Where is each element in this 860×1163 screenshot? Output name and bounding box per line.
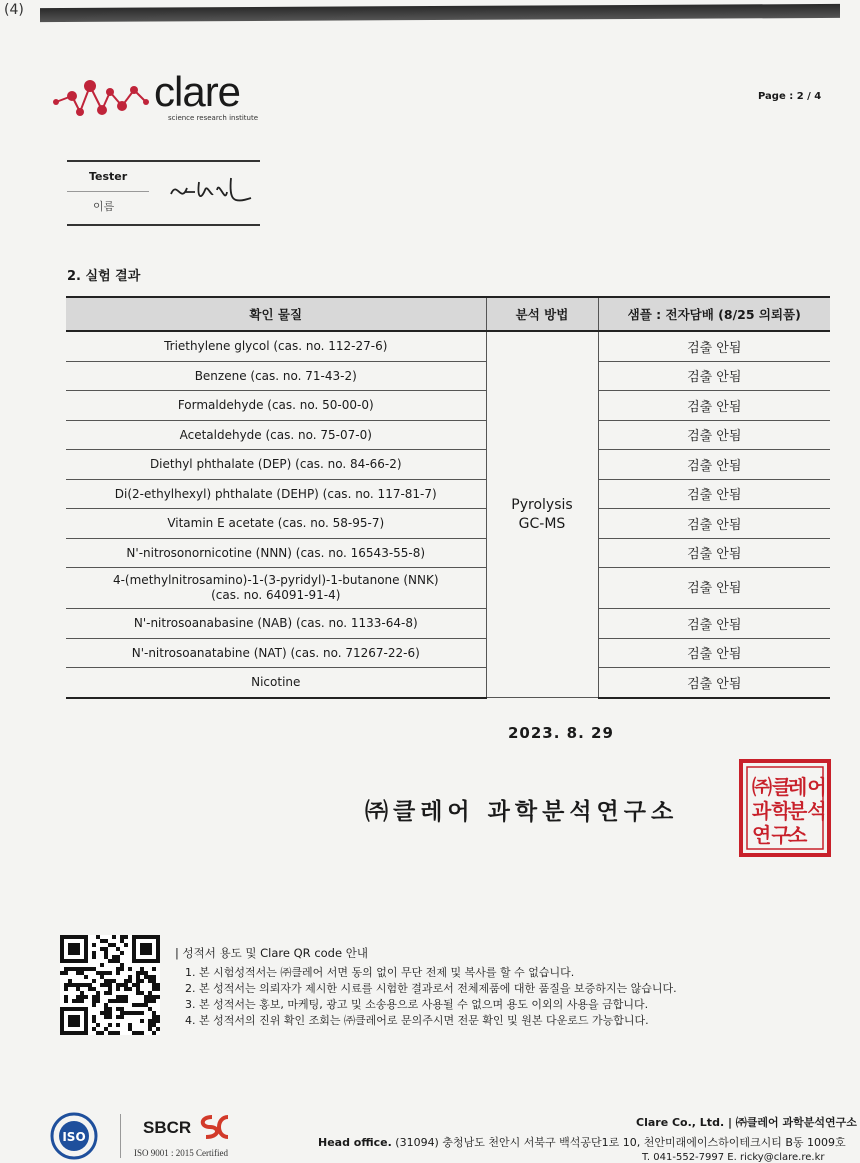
seal-char: 레어: [788, 775, 827, 799]
substance-cell: Acetaldehyde (cas. no. 75-07-0): [66, 420, 486, 450]
results-table: [66, 296, 830, 699]
table-row: [66, 638, 830, 668]
substance-cell: Vitamin E acetate (cas. no. 58-95-7): [66, 509, 486, 539]
table-row: [66, 391, 830, 421]
iso-label: ISO: [62, 1130, 86, 1144]
method-line: GC-MS: [518, 515, 566, 532]
address-text: (31094) 충청남도 천안시 서북구 백석공단1로 10, 천안미래에이스하이테크시티 B동 1009호: [391, 1136, 846, 1149]
sbcr-label: SBCR: [143, 1118, 192, 1137]
logo-wordmark: clare: [154, 68, 241, 115]
handwritten-page-mark: (4): [4, 2, 24, 18]
table-row: [66, 331, 830, 361]
iso-cert-text: ISO 9001 : 2015 Certified: [134, 1148, 228, 1158]
result-cell: 검출 안됨: [598, 420, 830, 450]
page-top-edge: [40, 4, 840, 22]
notice-item: 3. 본 성적서는 홍보, 마케팅, 광고 및 소송용으로 사용될 수 없으며 용도 이외의 사용을 금합니다.: [185, 998, 649, 1011]
company-seal: [738, 758, 832, 858]
header-substance: 확인 물질: [66, 297, 486, 331]
result-cell: 검출 안됨: [598, 391, 830, 421]
footer-address: [318, 1134, 846, 1150]
seal-char: 연구: [752, 823, 791, 847]
result-cell: 검출 안됨: [598, 450, 830, 480]
report-date: 2023. 8. 29: [508, 724, 614, 742]
address-label: Head office.: [318, 1136, 392, 1149]
clare-logo: [50, 68, 270, 124]
tester-label: Tester: [89, 170, 128, 183]
result-cell: 검출 안됨: [598, 331, 830, 361]
seal-char: ㈜클: [752, 775, 792, 799]
header-sample: 샘플 : 전자담배 (8/25 의뢰품): [598, 297, 830, 331]
substance-line: 4-(methylnitrosamino)-1-(3-pyridyl)-1-butanone (NNK): [112, 573, 439, 587]
substance-cell: Nicotine: [66, 668, 486, 698]
footer-company: Clare Co., Ltd. | ㈜클레어 과학분석연구소: [636, 1116, 857, 1129]
table-row: [66, 450, 830, 480]
substance-cell: N'-nitrosoanabasine (NAB) (cas. no. 1133-64-8): [66, 609, 486, 639]
table-row: [66, 420, 830, 450]
result-cell: 검출 안됨: [598, 479, 830, 509]
footer-divider: [120, 1114, 121, 1158]
result-cell: 검출 안됨: [598, 538, 830, 568]
substance-cell: N'-nitrosoanatabine (NAT) (cas. no. 71267-22-6): [66, 638, 486, 668]
notice-item: 1. 본 시험성적서는 ㈜클레어 서면 동의 없이 무단 전제 및 복사를 할 수 없습니다.: [185, 966, 575, 979]
seal-char: 소: [788, 823, 808, 847]
substance-cell: Benzene (cas. no. 71-43-2): [66, 361, 486, 391]
result-cell: 검출 안됨: [598, 509, 830, 539]
substance-cell: [66, 568, 486, 609]
table-header-row: [66, 297, 830, 331]
substance-cell: N'-nitrosonornicotine (NNN) (cas. no. 16543-55-8): [66, 538, 486, 568]
table-row: [66, 479, 830, 509]
tester-divider: [67, 191, 149, 192]
substance-line: (cas. no. 64091-91-4): [211, 588, 341, 602]
sbcr-mark-icon: [198, 1113, 232, 1141]
footer-contact: T. 041-552-7997 E. ricky@clare.re.kr: [642, 1152, 825, 1163]
iso-badge-icon: [46, 1110, 102, 1161]
page-indicator: Page : 2 / 4: [758, 91, 822, 102]
substance-cell: Triethylene glycol (cas. no. 112-27-6): [66, 331, 486, 361]
result-cell: 검출 안됨: [598, 668, 830, 698]
result-cell: 검출 안됨: [598, 361, 830, 391]
substance-cell: Di(2-ethylhexyl) phthalate (DEHP) (cas. no. 117-81-7): [66, 479, 486, 509]
method-line: Pyrolysis: [511, 496, 573, 513]
qr-code[interactable]: [57, 935, 163, 1035]
table-row: [66, 509, 830, 539]
result-cell: 검출 안됨: [598, 638, 830, 668]
seal-char: 과학: [752, 799, 791, 823]
method-cell: [486, 331, 598, 698]
substance-cell: Diethyl phthalate (DEP) (cas. no. 84-66-2): [66, 450, 486, 480]
notice-item: 2. 본 성적서는 의뢰자가 제시한 시료를 시험한 결과로서 전체제품에 대한 품질을 보증하지는 않습니다.: [185, 982, 677, 995]
table-row: [66, 361, 830, 391]
seal-char: 분석: [788, 799, 827, 823]
tester-box: [67, 160, 260, 226]
notice-block: [175, 945, 815, 1029]
section-title: 2. 실험 결과: [67, 269, 141, 284]
name-label: 이름: [93, 200, 115, 213]
table-row: [66, 668, 830, 698]
company-name: ㈜클레어 과학분석연구소: [365, 799, 679, 825]
table-row: [66, 538, 830, 568]
table-row: [66, 568, 830, 609]
result-cell: 검출 안됨: [598, 568, 830, 609]
logo-tagline: science research institute: [168, 114, 259, 122]
molecule-logo-icon: [50, 72, 160, 124]
tester-signature: [167, 170, 257, 210]
notice-item: 4. 본 성적서의 진위 확인 조회는 ㈜클레어로 문의주시면 전문 확인 및 원본 다운로드 가능합니다.: [185, 1014, 649, 1027]
header-method: 분석 방법: [486, 297, 598, 331]
result-cell: 검출 안됨: [598, 609, 830, 639]
table-row: [66, 609, 830, 639]
notice-heading: | 성적서 용도 및 Clare QR code 안내: [175, 946, 368, 960]
substance-cell: Formaldehyde (cas. no. 50-00-0): [66, 391, 486, 421]
